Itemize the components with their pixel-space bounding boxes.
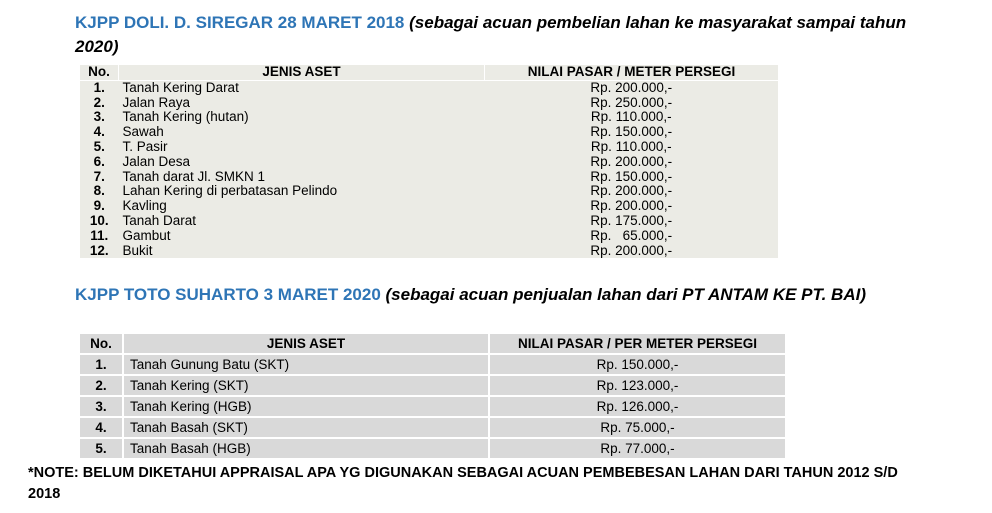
- cell-val: Rp. 200.000,-: [590, 242, 673, 258]
- table-row: [80, 184, 778, 199]
- cell-no: 4.: [80, 417, 123, 438]
- cell-val: Rp. 200.000,-: [590, 198, 673, 214]
- table-row: [80, 80, 778, 95]
- cell-val: Rp. 150.000,-: [590, 124, 673, 140]
- table-row: [80, 155, 778, 170]
- table-row: [80, 96, 778, 111]
- header-value: NILAI PASAR / METER PERSEGI: [485, 65, 779, 80]
- cell-no: 2.: [93, 94, 105, 110]
- cell-no: 10.: [89, 212, 109, 228]
- cell-no: 11.: [90, 227, 109, 243]
- cell-asset: Gambut: [122, 227, 171, 243]
- cell-no: 5.: [93, 138, 105, 154]
- table-row: [80, 396, 785, 417]
- cell-val: Rp. 150.000,-: [590, 168, 673, 184]
- table-row: [80, 375, 785, 396]
- cell-val: Rp. 200.000,-: [590, 79, 673, 95]
- cell-asset: Tanah Basah (HGB): [123, 438, 489, 459]
- cell-asset: Jalan Raya: [122, 94, 191, 110]
- cell-no: 1.: [93, 79, 105, 95]
- table-row: [80, 110, 778, 125]
- cell-no: 4.: [93, 124, 105, 140]
- table-row: [80, 417, 785, 438]
- table-row: [80, 199, 778, 214]
- cell-no: 3.: [93, 109, 105, 125]
- cell-no: 12.: [89, 242, 109, 258]
- cell-asset: Tanah Kering (hutan): [122, 109, 249, 125]
- cell-asset: Tanah Gunung Batu (SKT): [123, 354, 489, 375]
- section2-title: [75, 283, 925, 307]
- cell-asset: Lahan Kering di perbatasan Pelindo: [122, 183, 338, 199]
- cell-val: Rp. 65.000,-: [590, 227, 673, 243]
- cell-asset: Tanah Kering (SKT): [123, 375, 489, 396]
- section1-subtitle: (sebagai acuan pembelian lahan ke masyarakat sampai tahun 2020): [75, 13, 907, 56]
- cell-no: 7.: [93, 168, 105, 184]
- table-row: [80, 140, 778, 155]
- cell-no: 9.: [93, 198, 105, 214]
- valuation-table-2020: [80, 334, 785, 460]
- cell-val: Rp. 75.000,-: [489, 417, 785, 438]
- cell-no: 2.: [80, 375, 123, 396]
- cell-asset: Tanah Kering Darat: [122, 79, 239, 95]
- cell-asset: Tanah darat Jl. SMKN 1: [122, 168, 266, 184]
- cell-val: Rp. 150.000,-: [489, 354, 785, 375]
- cell-val: Rp. 123.000,-: [489, 375, 785, 396]
- cell-val: Rp. 200.000,-: [590, 153, 673, 169]
- cell-asset: Tanah Darat: [122, 212, 197, 228]
- note: *NOTE: BELUM DIKETAHUI APPRAISAL APA YG DIGUNAKAN SEBAGAI ACUAN PEMBEBESAN LAHAN DARI TAHUN 2012 S/D 2018: [28, 465, 898, 502]
- cell-no: 8.: [93, 183, 105, 199]
- cell-asset: Jalan Desa: [122, 153, 191, 169]
- valuation-table-2018: [80, 65, 778, 258]
- table-row: [80, 354, 785, 375]
- cell-asset: Kavling: [122, 198, 167, 214]
- table-row: [80, 125, 778, 140]
- table-row: [80, 229, 778, 244]
- header-value: NILAI PASAR / PER METER PERSEGI: [489, 334, 785, 354]
- table-row: [80, 244, 778, 259]
- table-row: [80, 170, 778, 185]
- header-asset: JENIS ASET: [123, 334, 489, 354]
- cell-val: Rp. 200.000,-: [590, 183, 673, 199]
- cell-no: 1.: [80, 354, 123, 375]
- kjpp-name: KJPP DOLI. D. SIREGAR 28 MARET 2018: [75, 13, 405, 32]
- cell-no: 3.: [80, 396, 123, 417]
- cell-no: 5.: [80, 438, 123, 459]
- header-no: No.: [80, 334, 123, 354]
- cell-val: Rp. 77.000,-: [489, 438, 785, 459]
- cell-asset: T. Pasir: [122, 138, 168, 154]
- cell-no: 6.: [93, 153, 105, 169]
- cell-val: Rp. 110.000,-: [590, 109, 672, 125]
- cell-val: Rp. 250.000,-: [590, 94, 673, 110]
- header-no: No.: [80, 65, 119, 80]
- section1-title: [75, 11, 925, 59]
- cell-val: Rp. 110.000,-: [590, 138, 672, 154]
- cell-asset: Tanah Kering (HGB): [123, 396, 489, 417]
- cell-asset: Bukit: [122, 242, 153, 258]
- table-row: [80, 438, 785, 459]
- kjpp-name: KJPP TOTO SUHARTO 3 MARET 2020: [75, 285, 381, 304]
- section2-subtitle: (sebagai acuan penjualan lahan dari PT ANTAM KE PT. BAI): [385, 285, 866, 304]
- header-asset: JENIS ASET: [119, 65, 485, 80]
- cell-asset: Tanah Basah (SKT): [123, 417, 489, 438]
- cell-val: Rp. 126.000,-: [489, 396, 785, 417]
- cell-val: Rp. 175.000,-: [590, 212, 673, 228]
- table-row: [80, 214, 778, 229]
- cell-asset: Sawah: [122, 124, 164, 140]
